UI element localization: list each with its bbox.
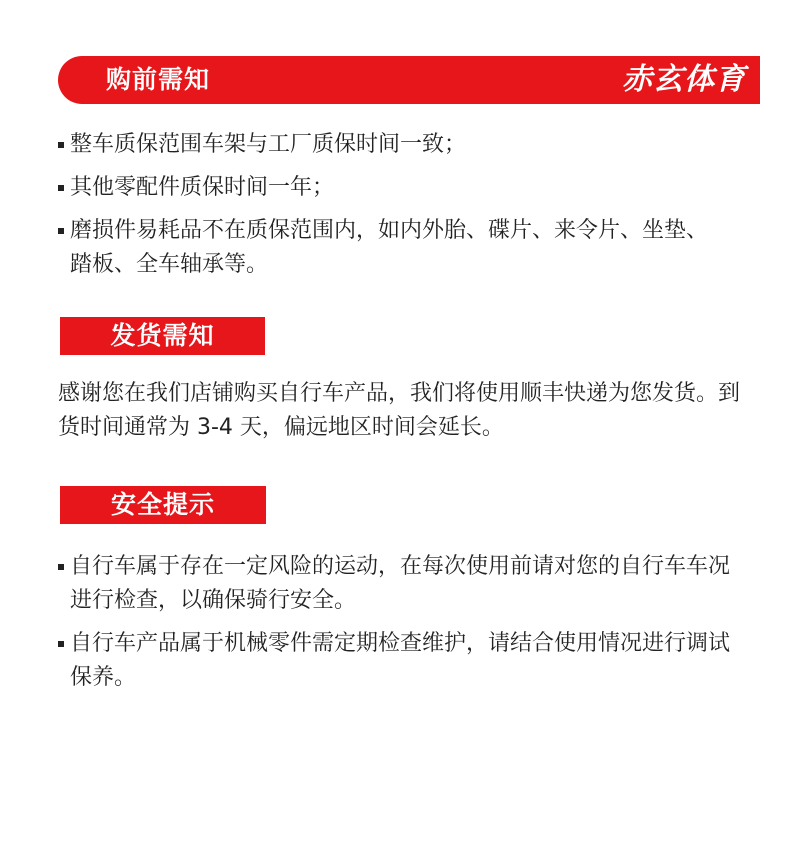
purchase-notice-title: 购前需知 [106,65,211,94]
bullet-icon [58,641,64,647]
purchase-notice-list [58,128,758,291]
bullet-icon [58,185,64,191]
bullet-icon [58,228,64,234]
shipping-notice-title: 发货需知 [60,317,265,355]
shipping-notice-text: 感谢您在我们店铺购买自行车产品，我们将使用顺丰快递为您发货。到货时间通常为 3-4 天，偏远地区时间会延长。 [58,381,741,440]
safety-tips-list [58,550,748,704]
bullet-icon [58,564,64,570]
list-item: 自行车属于存在一定风险的运动，在每次使用前请对您的自行车车况进行检查，以确保骑行安全。 [58,550,748,618]
list-item: 其他零配件质保时间一年； [58,171,758,205]
brand-logo: 赤玄体育 [622,62,746,97]
purchase-notice-banner [58,56,760,104]
list-item: 自行车产品属于机械零件需定期检查维护，请结合使用情况进行调试保养。 [58,627,748,695]
bullet-icon [58,142,64,148]
list-item: 整车质保范围车架与工厂质保时间一致； [58,128,758,162]
safety-tips-title: 安全提示 [60,486,266,524]
list-item: 磨损件易耗品不在质保范围内，如内外胎、碟片、来令片、坐垫、踏板、全车轴承等。 [58,214,710,282]
